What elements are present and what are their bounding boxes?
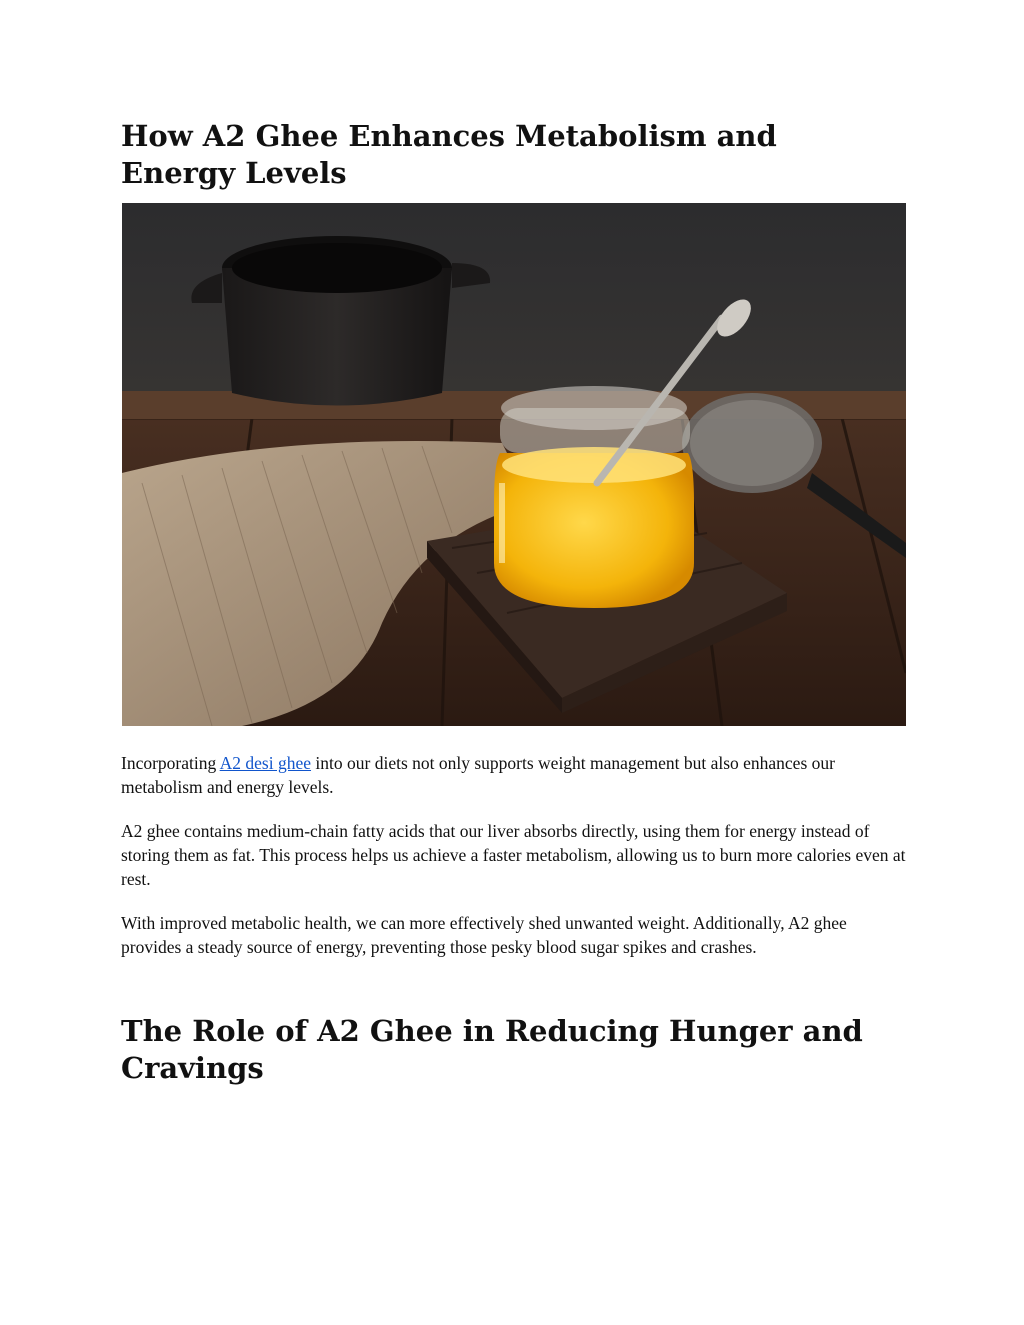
section-heading-metabolism: How A2 Ghee Enhances Metabolism and Energy Levels — [121, 119, 777, 190]
paragraph-intro-text-after: into our diets not only supports weight management but also enhances our metabolism and energy levels. — [121, 753, 835, 797]
section-heading-hunger: The Role of A2 Ghee in Reducing Hunger and Cravings — [121, 1014, 863, 1085]
paragraph-intro — [121, 751, 911, 799]
paragraph-intro-text-before: Incorporating — [121, 753, 220, 773]
paragraph-mcfa: A2 ghee contains medium-chain fatty acids that our liver absorbs directly, using them for energy instead of storing them as fat. This process helps us achieve a faster metabolism, allowing us to burn more calories even at rest. — [121, 821, 906, 889]
a2-desi-ghee-link[interactable]: A2 desi ghee — [219, 753, 312, 773]
ghee-jar-photo — [122, 203, 906, 726]
paragraph-energy: With improved metabolic health, we can more effectively shed unwanted weight. Additionally, A2 ghee provides a steady source of energy, preventing those pesky blood sugar spikes and crashes. — [121, 913, 847, 957]
